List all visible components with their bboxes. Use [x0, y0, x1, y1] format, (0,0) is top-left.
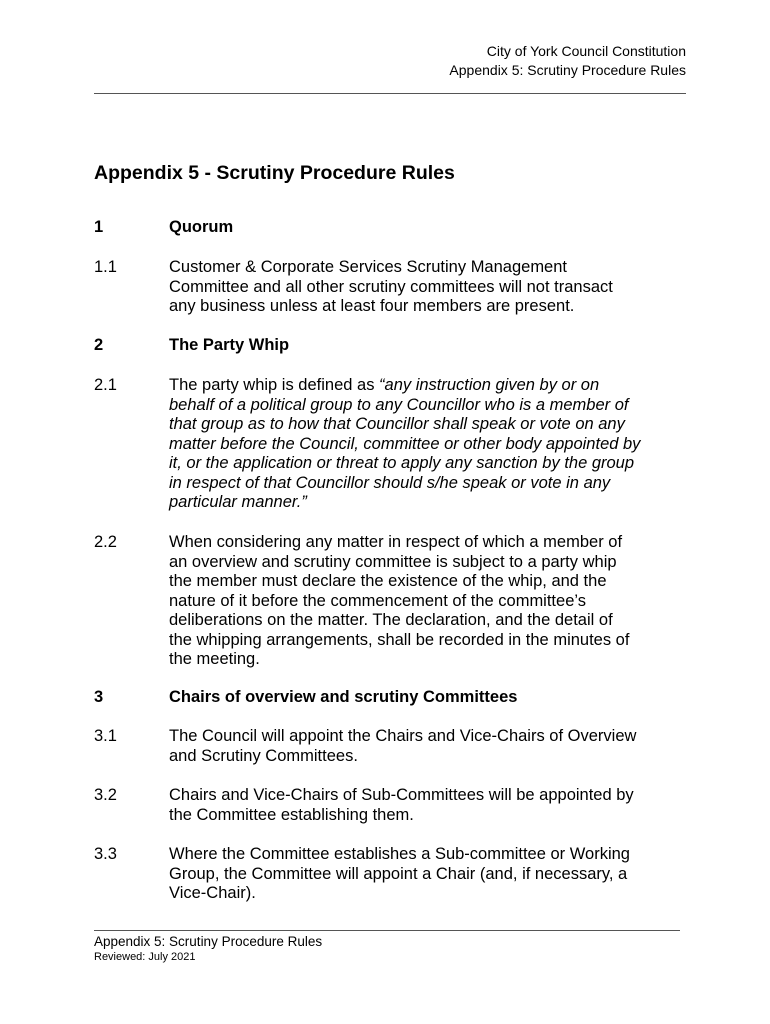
clause-line: the member must declare the existence of the whip, and the: [169, 572, 607, 590]
clause-number: 2.2: [94, 533, 117, 551]
clause-text: [169, 376, 694, 513]
clause-line: Customer & Corporate Services Scrutiny Management: [169, 258, 567, 276]
clause-line: the Committee establishing them.: [169, 805, 414, 824]
clause-number: 2.1: [94, 376, 117, 394]
clause-line: Committee and all other scrutiny committees will not transact: [169, 277, 613, 296]
clause-line: The Council will appoint the Chairs and Vice-Chairs of Overview: [169, 727, 637, 745]
clause-text: [169, 786, 694, 825]
page-header: [449, 42, 686, 80]
clause-line: deliberations on the matter. The declaration, and the detail of: [169, 611, 613, 629]
header-line-2: Appendix 5: Scrutiny Procedure Rules: [449, 62, 686, 78]
clause-number: 3.3: [94, 845, 117, 863]
section-number: 3: [94, 688, 104, 706]
clause-line: the whipping arrangements, shall be recorded in the minutes of: [169, 630, 630, 649]
page-title: Appendix 5 - Scrutiny Procedure Rules: [94, 162, 455, 184]
clause-line: it, or the application or threat to apply any sanction by the group: [169, 454, 635, 472]
clause-line: an overview and scrutiny committee is subject to a party whip: [169, 552, 617, 571]
clause-line: Group, the Committee will appoint a Chair (and, if necessary, a: [169, 864, 628, 883]
header-divider: [94, 93, 686, 94]
page-footer: [94, 933, 322, 964]
clause-line: [169, 376, 694, 396]
section-title: Quorum: [169, 218, 234, 236]
section-number: 1: [94, 218, 104, 236]
clause-text: [169, 727, 694, 766]
clause-line: Chairs and Vice-Chairs of Sub-Committees will be appointed by: [169, 786, 634, 804]
clause-line: matter before the Council, committee or other body appointed by: [169, 434, 641, 453]
clause-line: that group as to how that Councillor shall speak or vote on any: [169, 415, 625, 433]
section-title: The Party Whip: [169, 336, 290, 354]
clause-line: particular manner.”: [169, 493, 307, 511]
quoted-definition: “any instruction given by or on: [379, 376, 600, 394]
clause-text: [169, 533, 694, 670]
clause-line: When considering any matter in respect of which a member of: [169, 533, 623, 551]
clause-line: any business unless at least four members are present.: [169, 297, 575, 315]
clause-text: [169, 258, 694, 317]
clause-line: in respect of that Councillor should s/he speak or vote in any: [169, 473, 611, 492]
clause-text: [169, 845, 694, 904]
clause-number: 3.1: [94, 727, 117, 745]
clause-line: nature of it before the commencement of the committee’s: [169, 591, 586, 610]
section-number: 2: [94, 336, 104, 354]
clause-number: 1.1: [94, 258, 117, 276]
footer-divider: [94, 930, 680, 931]
section-title: Chairs of overview and scrutiny Committees: [169, 688, 518, 706]
footer-title: Appendix 5: Scrutiny Procedure Rules: [94, 934, 323, 949]
clause-line: and Scrutiny Committees.: [169, 746, 358, 765]
clause-line: behalf of a political group to any Councillor who is a member of: [169, 395, 629, 414]
clause-line: Where the Committee establishes a Sub-committee or Working: [169, 845, 630, 863]
clause-line: Vice-Chair).: [169, 884, 256, 902]
footer-reviewed-date: Reviewed: July 2021: [94, 951, 196, 963]
header-line-1: City of York Council Constitution: [486, 43, 686, 59]
clause-line: the meeting.: [169, 650, 260, 668]
clause-number: 3.2: [94, 786, 117, 804]
clause-lead: The party whip is defined as: [169, 376, 380, 394]
